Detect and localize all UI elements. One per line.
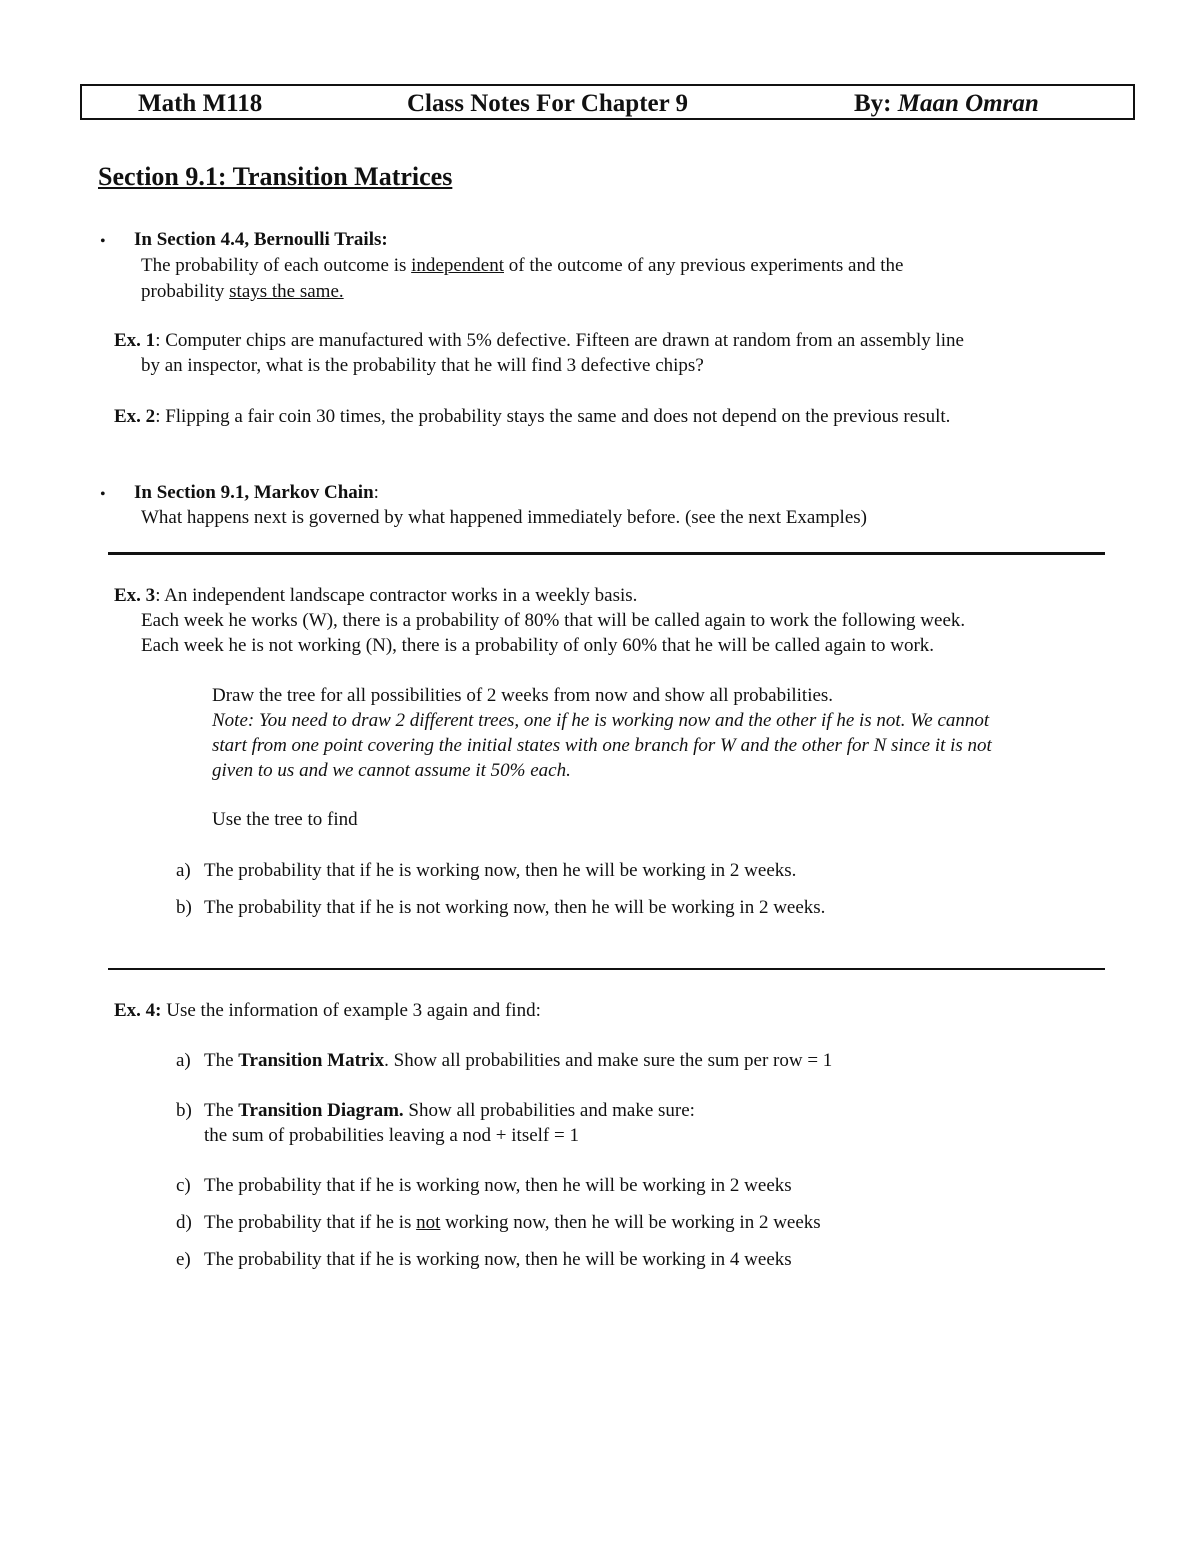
ex3-use-tree: Use the tree to find — [212, 809, 358, 830]
ex3-line2: Each week he works (W), there is a probability of 80% that will be called again to work the following week. — [141, 610, 966, 631]
ex4-item-e-label: e) — [176, 1249, 191, 1270]
ex4-item-d-label: d) — [176, 1212, 192, 1233]
bernoulli-text-line1 — [141, 254, 903, 278]
ex3-item-a-label: a) — [176, 860, 191, 881]
text-segment: The probability of each outcome is — [141, 255, 412, 276]
example-label: Ex. 1 — [114, 330, 156, 351]
example-label: Ex. 4: — [114, 1000, 162, 1021]
ex4-item-e: The probability that if he is working now, then he will be working in 4 weeks — [204, 1249, 792, 1270]
text-segment: of the outcome of any previous experiments and the — [504, 255, 904, 276]
course-name: Math M118 — [138, 90, 263, 117]
ex3-note-line2: start from one point covering the initial states with one branch for W and the other for N since it is not — [212, 735, 992, 756]
bullet-icon: • — [100, 233, 106, 250]
ex3-line3: Each week he is not working (N), there is a probability of only 60% that he will be called again to work. — [141, 635, 935, 656]
ex4-item-d — [204, 1211, 821, 1235]
ex4-item-a — [204, 1049, 832, 1073]
document-header — [80, 84, 1135, 120]
underlined-term: independent — [411, 255, 504, 276]
author — [854, 90, 1039, 118]
bold-term: Transition Diagram. — [238, 1100, 404, 1121]
text-segment: . Show all probabilities and make sure the sum per row = 1 — [384, 1050, 833, 1071]
divider — [108, 968, 1105, 970]
ex3-item-b-label: b) — [176, 897, 192, 918]
example-label: Ex. 3 — [114, 585, 156, 606]
text-segment: : — [373, 482, 379, 503]
ex2-line1 — [114, 405, 950, 429]
ex4-item-c-label: c) — [176, 1175, 191, 1196]
ex3-note-line3: given to us and we cannot assume it 50% each. — [212, 760, 571, 781]
ex4-item-b-label: b) — [176, 1100, 192, 1121]
ex3-note-line1: Note: You need to draw 2 different trees, one if he is working now and the other if he is not. We cannot — [212, 710, 990, 731]
author-name: Maan Omran — [897, 90, 1039, 117]
example-label: Ex. 2 — [114, 406, 156, 427]
ex4-item-b-line2: the sum of probabilities leaving a nod + itself = 1 — [204, 1125, 579, 1146]
text-segment: The — [204, 1100, 239, 1121]
text-segment: In Section 9.1, Markov Chain — [134, 482, 374, 503]
text-segment: : Flipping a fair coin 30 times, the probability stays the same and does not depend on the previous result. — [155, 406, 951, 427]
text-segment: working now, then he will be working in 2 weeks — [440, 1212, 821, 1233]
bullet-icon: • — [100, 486, 106, 503]
underlined-term: stays the same. — [229, 281, 344, 302]
text-segment: probability — [141, 281, 230, 302]
ex3-item-a: The probability that if he is working now, then he will be working in 2 weeks. — [204, 860, 797, 881]
notes-title: Class Notes For Chapter 9 — [407, 90, 689, 117]
ex4-item-b — [204, 1099, 695, 1123]
markov-text-line1: What happens next is governed by what happened immediately before. (see the next Examples) — [141, 507, 867, 528]
bernoulli-heading: In Section 4.4, Bernoulli Trails: — [134, 229, 388, 250]
ex4-item-a-label: a) — [176, 1050, 191, 1071]
text-segment: : Computer chips are manufactured with 5% defective. Fifteen are drawn at random from an assembly line — [155, 330, 964, 351]
text-segment: Show all probabilities and make sure: — [403, 1100, 695, 1121]
ex3-draw-instruction: Draw the tree for all possibilities of 2 weeks from now and show all probabilities. — [212, 685, 834, 706]
text-segment: Use the information of example 3 again and find: — [161, 1000, 541, 1021]
text-segment: The — [204, 1050, 239, 1071]
section-title: Section 9.1: Transition Matrices — [98, 162, 453, 191]
bold-term: Transition Matrix — [238, 1050, 385, 1071]
ex3-line1 — [114, 584, 637, 608]
text-segment: The probability that if he is — [204, 1212, 417, 1233]
ex4-item-c: The probability that if he is working now, then he will be working in 2 weeks — [204, 1175, 792, 1196]
author-label: By: — [854, 90, 892, 117]
divider — [108, 552, 1105, 555]
text-segment: : An independent landscape contractor works in a weekly basis. — [155, 585, 638, 606]
ex3-item-b: The probability that if he is not working now, then he will be working in 2 weeks. — [204, 897, 826, 918]
ex1-line1 — [114, 329, 964, 353]
ex4-intro — [114, 999, 541, 1023]
bernoulli-text-line2 — [141, 280, 344, 304]
markov-heading — [134, 481, 379, 505]
underlined-term: not — [416, 1212, 441, 1233]
ex1-line2: by an inspector, what is the probability that he will find 3 defective chips? — [141, 355, 704, 376]
